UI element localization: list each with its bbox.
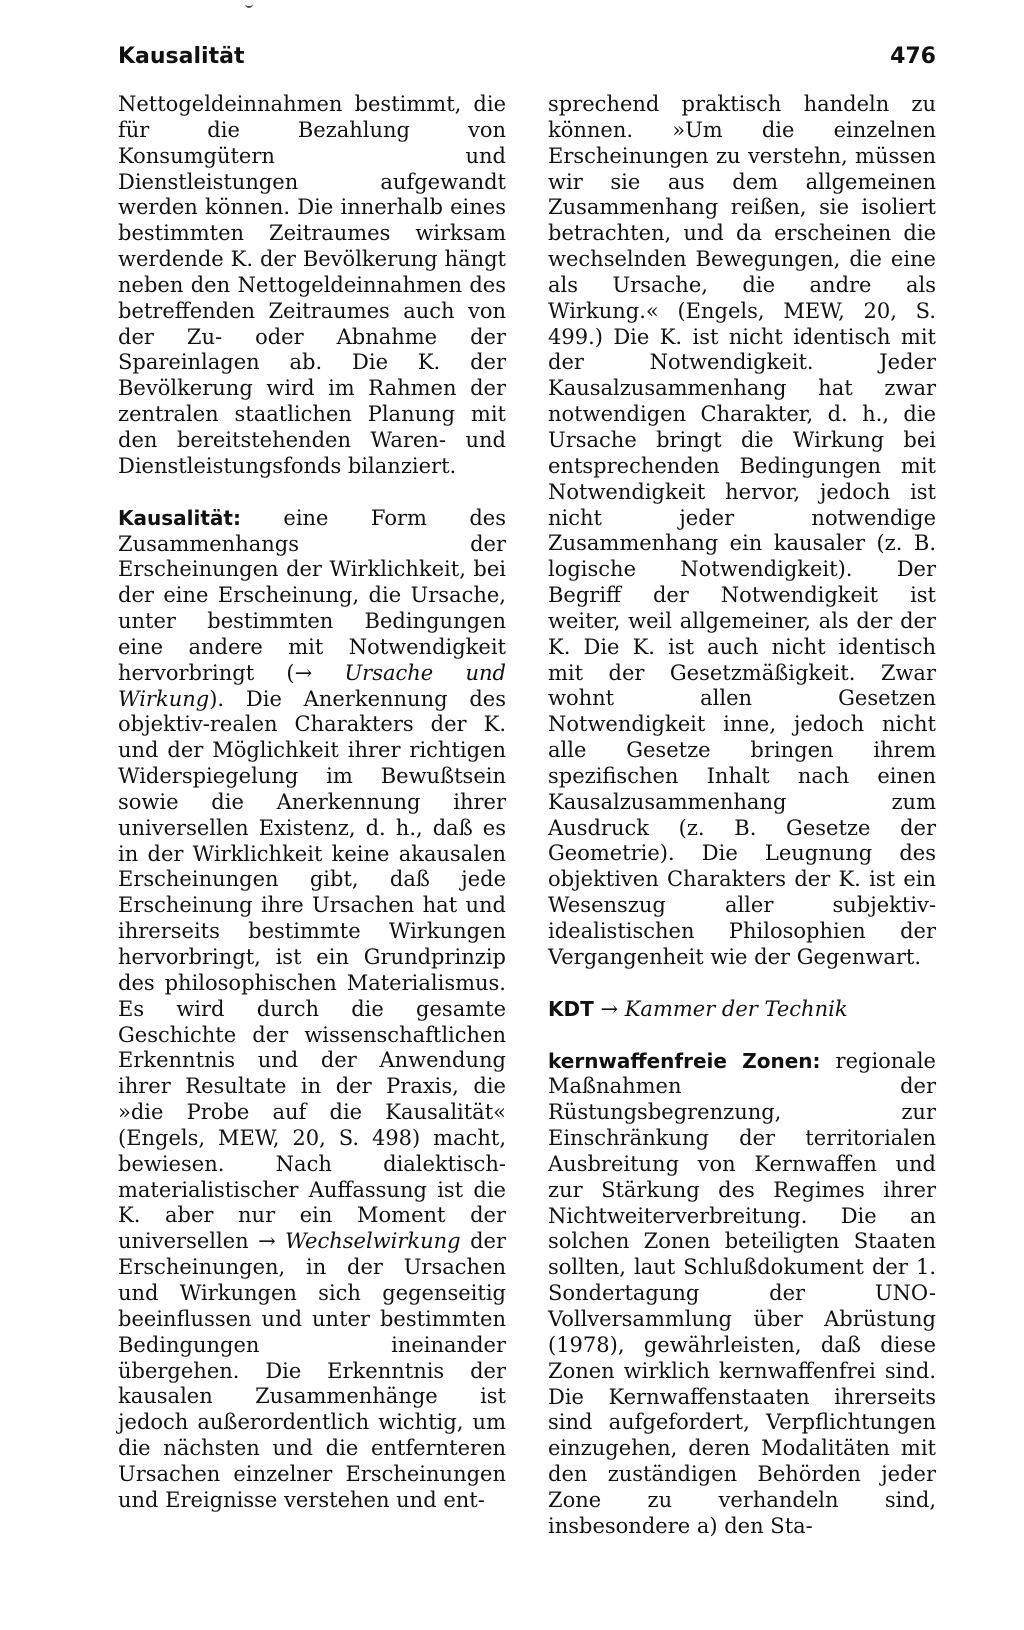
right-column	[548, 92, 936, 1566]
entry-headword: kernwaffenfreie Zonen:	[548, 1048, 821, 1073]
entry-text: regionale Maßnahmen der Rüstungsbegrenzung, zur Einschränkung der territorialen Ausbreitung von Kernwaffen und zur Stärkung des Regimes ihrer Nichtweiterverbreitung. Die an solchen Zonen beteiligten Staaten sollten, laut Schlußdokument der 1. Sondertagung der UNO-Vollversammlung über Abrüstung (1978), gewährleisten, daß diese Zonen wirklich kernwaffenfrei sind. Die Kernwaffenstaaten ihrerseits sind aufgefordert, Verpflichtungen einzugehen, deren Modalitäten mit den zuständigen Behörden jeder Zone zu verhandeln sind, insbesondere a) den Sta-	[548, 1048, 936, 1538]
entry-text: der Erscheinungen, in der Ursachen und Wirkungen sich gegenseitig beeinflussen und unter bestimmten Bedingungen ineinander übergehen. Die Erkenntnis der kausalen Zusammenhänge ist jedoch außerordentlich wichtig, um die nächsten und die entfernteren Ursachen einzelner Erscheinungen und Ereignisse verstehen und ent-	[118, 1229, 506, 1512]
running-title: Kausalität	[118, 43, 245, 69]
page-edge-mark	[245, 0, 253, 8]
entry-text: ). Die Anerkennung des objektiv-realen Charakters der K. und der Möglichkeit ihrer richtigen Widerspiegelung im Bewußtsein sowie die Anerkennung ihrer universellen Existenz, d. h., daß es in der Wirklichkeit keine akausalen Erscheinungen gibt, daß jede Erscheinung ihre Ursachen hat und ihrerseits bestimmte Wirkungen hervorbringt, ist ein Grundprinzip des philosophischen Materialismus. Es wird durch die gesamte Geschichte der wissenschaftlichen Erkenntnis und der Anwendung ihrer Resultate in der Praxis, die »die Probe auf die Kausalität« (Engels, MEW, 20, S. 498) macht, bewiesen. Nach dialektisch-materialistischer Auffassung ist die K. aber nur ein Moment der universellen	[118, 686, 506, 1254]
entry-headword: Kausalität:	[118, 505, 241, 530]
continuation-paragraph: Nettogeldeinnahmen bestimmt, die für die Bezahlung von Konsumgütern und Dienstleistungen aufgewandt werden können. Die innerhalb eines bestimmten Zeitraumes wirksam werdende K. der Bevölkerung hängt neben den Nettogeldeinnahmen des betreffenden Zeitraumes auch von der Zu- oder Abnahme der Spareinlagen ab. Die K. der Bevölkerung wird im Rahmen der zentralen staatlichen Planung mit den bereitstehenden Waren- und Dienstleistungsfonds bilanziert.	[118, 92, 506, 478]
cross-reference-link[interactable]: Ursache und Wirkung	[118, 660, 506, 711]
page-number: 476	[890, 43, 936, 69]
left-column	[118, 92, 506, 1540]
entry-kdt	[548, 997, 936, 1023]
entry-headword: KDT	[548, 996, 594, 1021]
cross-reference-arrow-icon: →	[258, 1229, 276, 1254]
cross-reference-arrow-icon: →	[294, 660, 313, 685]
page-header	[118, 38, 936, 74]
entry-text: eine Form des Zusammenhangs der Erscheinungen der Wirklichkeit, bei der eine Erscheinung, die Ursache, unter bestimmten Bedingungen eine andere mit Notwendigkeit hervorbringt (	[118, 505, 506, 685]
cross-reference-link[interactable]: Kammer der Technik	[624, 996, 848, 1021]
entry-kausalitaet	[118, 506, 506, 1514]
continuation-paragraph: sprechend praktisch handeln zu können. »Um die einzelnen Erscheinungen zu verstehn, müssen wir sie aus dem allgemeinen Zusammenhang reißen, sie isoliert betrachten, und da erscheinen die wechselnden Bewegungen, die eine als Ursache, die andre als Wirkung.« (Engels, MEW, 20, S. 499.) Die K. ist nicht identisch mit der Notwendigkeit. Jeder Kausalzusammenhang hat zwar notwendigen Charakter, d. h., die Ursache bringt die Wirkung bei entsprechenden Bedingungen mit Notwendigkeit hervor, jedoch ist nicht jeder notwendige Zusammenhang ein kausaler (z. B. logische Notwendigkeit). Der Begriff der Notwendigkeit ist weiter, weil allgemeiner, als der der K. Die K. ist auch nicht identisch mit der Gesetzmäßigkeit. Zwar wohnt allen Gesetzen Notwendigkeit inne, jedoch nicht alle Gesetze bringen ihrem spezifischen Inhalt nach einen Kausalzusammenhang zum Ausdruck (z. B. Gesetze der Geometrie). Die Leugnung des objektiven Charakters der K. ist ein Wesenszug aller subjektiv-idealistischen Philosophien der Vergangenheit wie der Gegenwart.	[548, 92, 936, 969]
entry-kernwaffenfreie-zonen	[548, 1049, 936, 1540]
cross-reference-arrow-icon: →	[600, 996, 619, 1021]
cross-reference-link[interactable]: Wechselwirkung	[285, 1229, 461, 1254]
